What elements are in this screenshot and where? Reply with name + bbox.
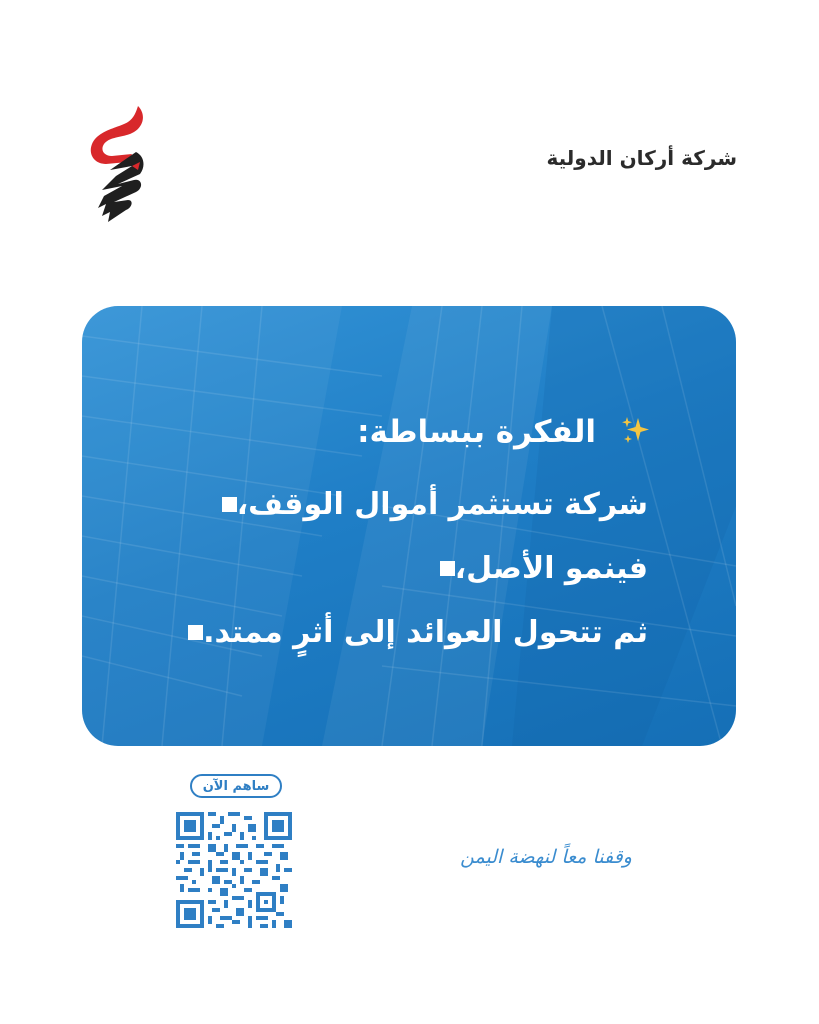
company-name: شركة أركان الدولية [546, 146, 737, 170]
bullet-text: ثم تتحول العوائد إلى أثرٍ ممتد. [203, 614, 648, 650]
square-bullet-icon [222, 497, 237, 512]
idea-card [82, 306, 736, 746]
square-bullet-icon [188, 625, 203, 640]
arkan-logo-icon [88, 100, 152, 224]
bullet-text: فينمو الأصل، [454, 550, 648, 586]
sparkles-icon [620, 416, 650, 446]
card-heading: الفكرة ببساطة: [357, 414, 596, 450]
square-bullet-icon [440, 561, 455, 576]
slogan-calligraphy: وقفنا معاً لنهضة اليمن [460, 846, 632, 868]
bullet-item [200, 481, 648, 527]
contribute-now-button[interactable]: ساهم الآن [190, 774, 282, 798]
bullet-item [418, 545, 648, 591]
card-content [82, 306, 736, 746]
bullet-text: شركة تستثمر أموال الوقف، [236, 486, 648, 522]
qr-code-icon[interactable] [176, 812, 292, 928]
bullet-item [166, 609, 648, 655]
